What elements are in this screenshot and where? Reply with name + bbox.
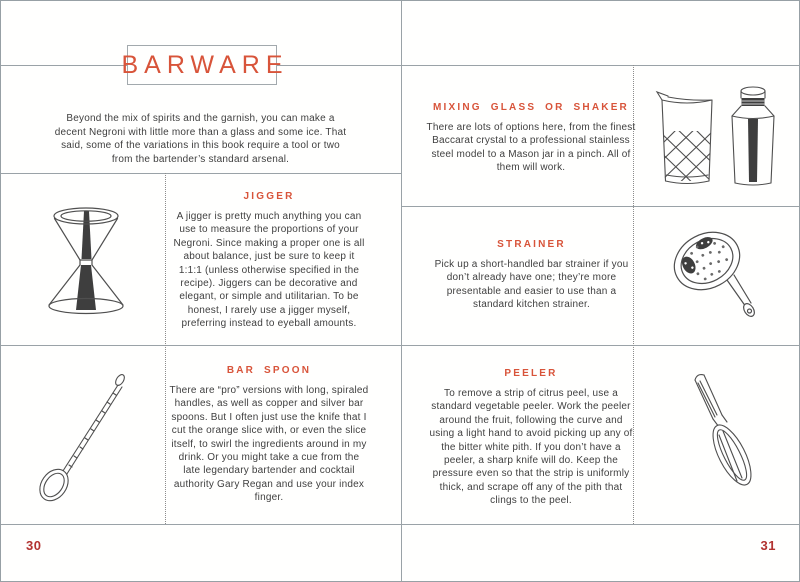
section-bar-spoon [169, 365, 369, 505]
vegetable-peeler-illustration [675, 371, 767, 493]
mixing-glass-and-shaker-illustration [653, 83, 778, 191]
section-jigger [171, 191, 367, 331]
section-peeler [427, 368, 635, 508]
strainer-body: Pick up a short-handled bar strainer if you don’t already have one; they’re more presentable and easier to use than a standard kitchen strainer. [434, 259, 629, 311]
rule-middle [1, 345, 799, 346]
jigger-heading: JIGGER [243, 191, 295, 202]
rule-spine [401, 1, 402, 581]
bar-spoon-heading: BAR SPOON [226, 365, 312, 376]
page-number-left: 30 [26, 538, 42, 553]
mixing-glass-body: There are lots of options here, from the finest Baccarat crystal to a professional stainless steel model to a Mason jar in a pinch. All of them will work. [426, 122, 636, 174]
strainer-heading: STRAINER [497, 239, 566, 250]
dotted-divider-left-page [165, 173, 166, 524]
jigger-illustration [41, 203, 131, 318]
peeler-heading: PEELER [504, 368, 558, 379]
rule-footer [1, 524, 799, 525]
peeler-body: To remove a strip of citrus peel, use a standard vegetable peeler. Work the peeler around the fruit, following the curve and using a light hand to avoid picking up any of the bitter white pith. If you don’t have a peeler, a sharp knife will do. Keep the pressure even so that the strip is uniformly thick, and scrape off any of the pith that clings to the peel. [429, 388, 633, 507]
page-number-right: 31 [760, 538, 776, 553]
rule-left-intro [1, 173, 401, 174]
bar-spoon-body: There are “pro” versions with long, spiraled handles, as well as copper and silver bar spoons. But I often just use the knife that I cut the orange slice with, or even the slice itself, to swirl the ingredients around in my drink. Or you might take a cue from the late legendary bartender and cocktail authority Gary Regan and use your index finger. [169, 385, 369, 504]
bar-spoon-illustration [29, 371, 129, 503]
section-strainer [429, 239, 634, 312]
rule-right-mixing [401, 206, 799, 207]
julep-strainer-illustration [667, 223, 762, 321]
chapter-intro: Beyond the mix of spirits and the garnish, you can make a decent Negroni with little more than a glass and some ice. That said, some of the variations in this book require a tool or two from the bartender’s standard arsenal. [54, 113, 347, 165]
jigger-body: A jigger is pretty much anything you can use to measure the proportions of your Negroni. Since making a proper one is all about balance, just be sure to keep it 1:1:1 (unless otherwise specified in the recipe). Jiggers can be decorative and elegant, or simple and utilitarian. To be honest, I rarely use a jigger myself, preferring instead to eyeball amounts. [173, 211, 365, 330]
mixing-glass-heading: MIXING GLASS OR SHAKER [433, 102, 629, 113]
chapter-title-box [121, 45, 289, 85]
section-mixing-glass-or-shaker [425, 102, 637, 175]
chapter-title: BARWARE [121, 50, 289, 79]
